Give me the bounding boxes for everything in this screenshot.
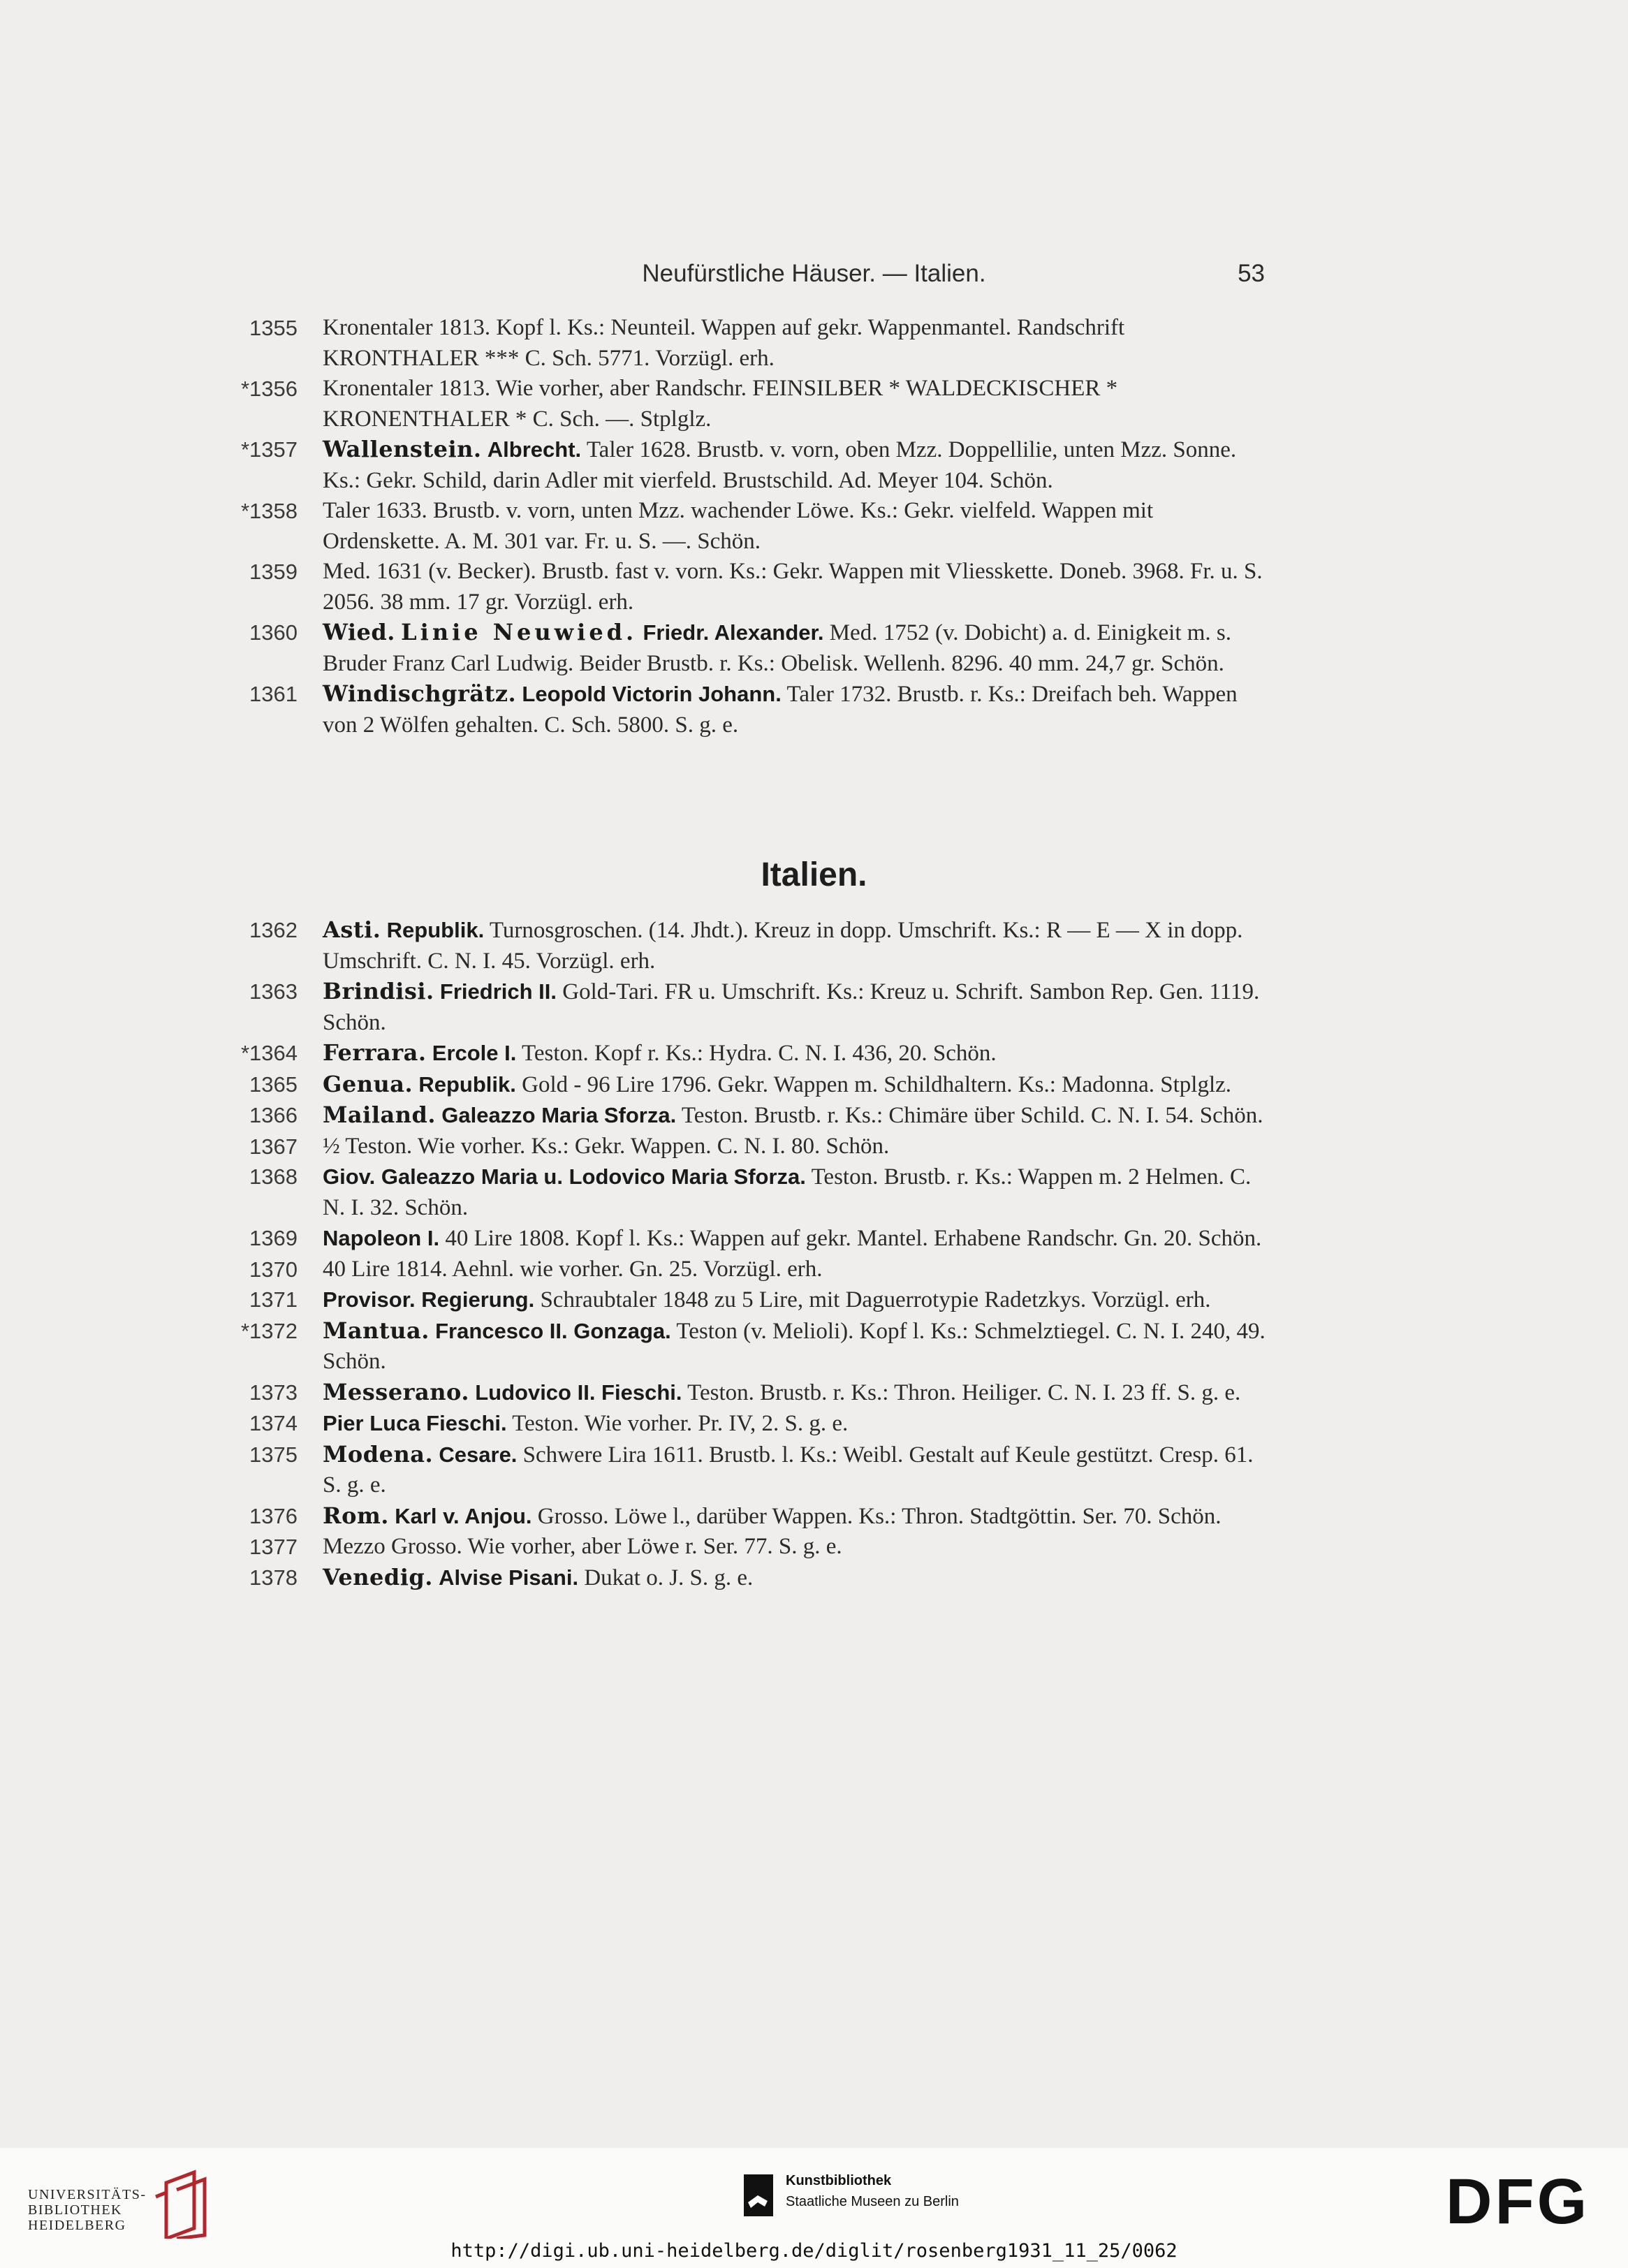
entry-number: 1360 [249, 620, 298, 645]
entry-place: Asti. [323, 916, 381, 943]
entry-place: Mantua. [323, 1317, 430, 1344]
entry-description: Teston. Brustb. r. Ks.: Wappen m. 2 Helmen. C. N. I. 32. Schön. [323, 1164, 1252, 1220]
dfg-logo-icon[interactable] [1446, 2173, 1613, 2229]
entry-ruler: Galeazzo Maria Sforza. [441, 1103, 677, 1127]
dfg-label: DFG [1446, 2173, 1590, 2229]
entry-number: 1370 [249, 1257, 298, 1282]
heidelberg-library-logo[interactable] [28, 2169, 210, 2239]
entry-number: 1378 [249, 1565, 298, 1590]
catalog-entries-neufuerstliche [237, 313, 1271, 740]
kunstbibliothek-title: Kunstbibliothek [786, 2173, 892, 2188]
entry-number: 1373 [249, 1380, 298, 1405]
entry-place: Messerano. [323, 1378, 469, 1405]
kunstbibliothek-subtitle: Staatliche Museen zu Berlin [786, 2194, 959, 2209]
entry-number: 1367 [249, 1134, 298, 1159]
entry-number: 1359 [249, 559, 298, 584]
catalog-entry [237, 1377, 1271, 1409]
entry-ruler: Ludovico II. Fieschi. [475, 1380, 682, 1405]
running-head: Neufürstliche Häuser. — Italien. [642, 260, 986, 287]
entry-ruler: Giov. Galeazzo Maria u. Lodovico Maria Sforza. [323, 1164, 806, 1189]
entry-ruler: Napoleon I. [323, 1226, 440, 1250]
entry-ruler: Republik. [386, 918, 485, 942]
entry-ruler: Francesco II. Gonzaga. [435, 1318, 671, 1343]
entry-place: Mailand. [323, 1102, 436, 1128]
entry-description: Teston (v. Melioli). Kopf l. Ks.: Schmelztiegel. C. N. I. 240, 49. Schön. [323, 1318, 1266, 1374]
entry-number: 1355 [249, 316, 298, 340]
entry-number: 1362 [249, 918, 298, 942]
entry-description: Grosso. Löwe l., darüber Wappen. Ks.: Thron. Stadtgöttin. Ser. 70. Schön. [537, 1503, 1222, 1529]
catalog-entry [237, 1285, 1271, 1316]
entry-description: Kronentaler 1813. Wie vorher, aber Randschr. FEINSILBER * WALDECKISCHER * KRONENTHALER * C. Sch. —. Stplglz. [323, 376, 1118, 432]
entry-ruler: Karl v. Anjou. [395, 1503, 532, 1528]
entry-description: Med. 1752 (v. Dobicht) a. d. Einigkeit m. s. Bruder Franz Carl Ludwig. Beider Brustb. r. Ks.: Obelisk. Wellenh. 8296. 40 mm. 24,7 gr. Schön. [323, 620, 1231, 676]
catalog-entry [237, 1316, 1271, 1377]
entry-number: *1372 [240, 1318, 298, 1343]
entry-description: Schwere Lira 1611. Brustb. l. Ks.: Weibl. Gestalt auf Keule gestützt. Cresp. 61. S. g. e. [323, 1442, 1254, 1498]
entry-description: Taler 1628. Brustb. v. vorn, oben Mzz. Doppellilie, unten Mzz. Sonne. Ks.: Gekr. Schild, darin Adler mit vierfeld. Brustschild. Ad. Meyer 104. Schön. [323, 437, 1237, 493]
catalog-entry [237, 1440, 1271, 1501]
entry-number: 1369 [249, 1226, 298, 1250]
catalog-entry [237, 1563, 1271, 1594]
entry-number: 1374 [249, 1411, 298, 1435]
page-header [0, 260, 1628, 296]
entry-place: Wallenstein. [323, 436, 482, 462]
catalog-entry [237, 1532, 1271, 1563]
entry-place: Ferrara. [323, 1039, 427, 1066]
footer-band [0, 2148, 1628, 2268]
entry-description: Med. 1631 (v. Becker). Brustb. fast v. vorn. Ks.: Gekr. Wappen mit Vliesskette. Doneb. 3968. Fr. u. S. 2056. 38 mm. 17 gr. Vorzügl. erh. [323, 559, 1263, 615]
entry-description: Taler 1633. Brustb. v. vorn, unten Mzz. wachender Löwe. Ks.: Gekr. vielfeld. Wappen mit Ordenskette. A. M. 301 var. Fr. u. S. —. Schön. [323, 498, 1154, 554]
entry-ruler: Leopold Victorin Johann. [522, 682, 782, 706]
entry-ruler: Cesare. [439, 1442, 518, 1467]
entry-place: Venedig. [323, 1563, 433, 1590]
entry-ruler: Pier Luca Fieschi. [323, 1411, 507, 1435]
catalog-entry [237, 976, 1271, 1038]
entry-description: Dukat o. J. S. g. e. [584, 1565, 754, 1590]
entry-description: Turnosgroschen. (14. Jhdt.). Kreuz in dopp. Umschrift. Ks.: R — E — X in dopp. Umschrift. C. N. I. 45. Vorzügl. erh. [323, 918, 1243, 974]
catalog-entry [237, 1254, 1271, 1285]
entry-number: 1361 [249, 682, 298, 706]
entry-description: Teston. Wie vorher. Pr. IV, 2. S. g. e. [512, 1411, 849, 1436]
entry-number: 1377 [249, 1535, 298, 1559]
catalog-entry [237, 374, 1271, 434]
entry-description: Schraubtaler 1848 zu 5 Lire, mit Daguerrotypie Radetzkys. Vorzügl. erh. [540, 1287, 1211, 1312]
entry-number: *1358 [240, 499, 298, 523]
catalog-entry [237, 679, 1271, 740]
entry-number: 1368 [249, 1164, 298, 1189]
entry-description: Kronentaler 1813. Kopf l. Ks.: Neunteil. Wappen auf gekr. Wappenmantel. Randschrift KRONTHALER *** C. Sch. 5771. Vorzügl. erh. [323, 315, 1125, 371]
catalog-entry [237, 1132, 1271, 1162]
entry-number: 1371 [249, 1287, 298, 1312]
catalog-entry [237, 1501, 1271, 1532]
entry-number: 1363 [249, 979, 298, 1004]
entry-ruler: Republik. [418, 1071, 516, 1097]
catalog-entry [237, 1069, 1271, 1101]
entry-number: 1366 [249, 1103, 298, 1127]
entry-number: *1357 [240, 437, 298, 462]
entry-place: Brindisi. [323, 978, 434, 1004]
entry-line: Linie Neuwied. [401, 619, 638, 645]
kunstbibliothek-logo[interactable] [744, 2169, 1037, 2225]
entry-description: Gold - 96 Lire 1796. Gekr. Wappen m. Schildhaltern. Ks.: Madonna. Stplglz. [522, 1071, 1232, 1097]
entry-ruler: Friedrich II. [439, 979, 557, 1004]
catalog-entry [237, 617, 1271, 679]
entry-description: 40 Lire 1808. Kopf l. Ks.: Wappen auf gekr. Mantel. Erhabene Randschr. Gn. 20. Schön. [445, 1226, 1262, 1251]
catalog-entry [237, 1100, 1271, 1132]
entry-place: Modena. [323, 1440, 434, 1468]
permalink-url[interactable]: http://digi.ub.uni-heidelberg.de/diglit/rosenberg1931_11_25/0062 [450, 2240, 1178, 2262]
entry-description: Teston. Brustb. r. Ks.: Chimäre über Schild. C. N. I. 54. Schön. [681, 1103, 1263, 1128]
entry-description: Mezzo Grosso. Wie vorher, aber Löwe r. Ser. 77. S. g. e. [323, 1534, 842, 1559]
entry-place: Wied. [323, 619, 395, 645]
catalog-entry [237, 557, 1271, 617]
entry-number: *1356 [240, 376, 298, 401]
catalog-entries-italien [237, 915, 1271, 1593]
entry-description: Teston. Kopf r. Ks.: Hydra. C. N. I. 436, 20. Schön. [522, 1041, 997, 1066]
page-number: 53 [1238, 260, 1265, 287]
entry-description: 40 Lire 1814. Aehnl. wie vorher. Gn. 25. Vorzügl. erh. [323, 1256, 823, 1282]
entry-number: *1364 [240, 1041, 298, 1065]
entry-ruler: Alvise Pisani. [439, 1565, 579, 1590]
entry-place: Genua. [323, 1070, 413, 1097]
catalog-entry [237, 1223, 1271, 1254]
catalog-entry [237, 313, 1271, 374]
entry-number: 1365 [249, 1071, 298, 1097]
library-name: UNIVERSITÄTS- BIBLIOTHEK HEIDELBERG [28, 2187, 147, 2233]
catalog-entry [237, 496, 1271, 557]
catalog-entry [237, 434, 1271, 496]
entry-ruler: Ercole I. [432, 1041, 517, 1065]
entry-place: Rom. [323, 1502, 389, 1529]
entry-description: Gold-Tari. FR u. Umschrift. Ks.: Kreuz u. Schrift. Sambon Rep. Gen. 1119. Schön. [323, 979, 1260, 1035]
entry-place: Windischgrätz. [323, 680, 517, 707]
entry-ruler: Provisor. Regierung. [323, 1287, 535, 1312]
catalog-entry [237, 1162, 1271, 1223]
entry-number: 1376 [249, 1503, 298, 1528]
catalog-entry [237, 1408, 1271, 1440]
entry-description: ½ Teston. Wie vorher. Ks.: Gekr. Wappen. C. N. I. 80. Schön. [323, 1133, 890, 1159]
entry-description: Teston. Brustb. r. Ks.: Thron. Heiliger. C. N. I. 23 ff. S. g. e. [687, 1380, 1241, 1405]
library-mark-icon [152, 2169, 215, 2239]
section-title-italien: Italien. [761, 856, 867, 893]
entry-ruler: Friedr. Alexander. [643, 620, 824, 645]
kunstbibliothek-mark-icon [744, 2174, 773, 2216]
catalog-entry [237, 915, 1271, 976]
entry-ruler: Albrecht. [487, 437, 582, 462]
entry-number: 1375 [249, 1442, 298, 1467]
entry-description: Taler 1732. Brustb. r. Ks.: Dreifach beh. Wappen von 2 Wölfen gehalten. C. Sch. 5800. S. g. e. [323, 682, 1238, 738]
catalog-entry [237, 1038, 1271, 1069]
